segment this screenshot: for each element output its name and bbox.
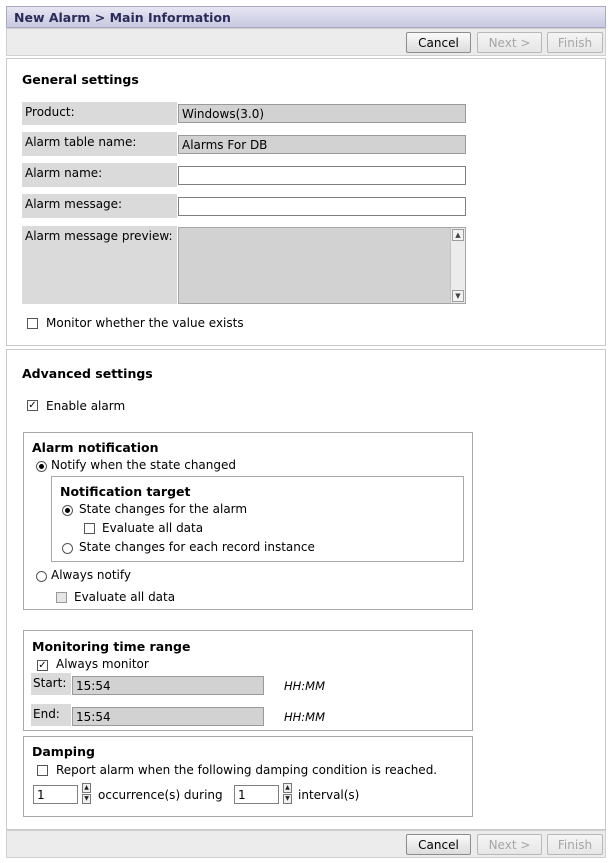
end-time-field <box>72 707 264 726</box>
alarm-preview-area <box>178 227 466 304</box>
alarm-table-field <box>178 135 466 154</box>
intervals-input[interactable] <box>234 785 279 804</box>
finish-button-bottom[interactable]: Finish <box>547 834 603 855</box>
alarm-preview-label: Alarm message preview: <box>22 226 177 304</box>
general-settings-title: General settings <box>22 72 139 87</box>
next-button-top[interactable]: Next > <box>477 32 542 53</box>
notification-target-title: Notification target <box>60 484 191 499</box>
occurrences-spinner[interactable] <box>82 783 91 805</box>
alarm-name-input[interactable] <box>178 166 466 185</box>
alarm-message-label: Alarm message: <box>22 194 177 218</box>
always-monitor-label: Always monitor <box>56 657 149 671</box>
notify-changed-label: Notify when the state changed <box>51 458 237 472</box>
start-label: Start: <box>31 673 71 695</box>
damping-report-label: Report alarm when the following damping condition is reached. <box>56 763 438 777</box>
damping-group <box>23 736 473 817</box>
always-notify-radio[interactable] <box>36 571 47 582</box>
product-field <box>178 104 466 123</box>
general-settings-panel <box>6 58 606 346</box>
damping-checkbox[interactable] <box>37 765 48 776</box>
notification-target-group <box>51 476 464 562</box>
spin-up-icon[interactable]: ▲ <box>82 783 91 793</box>
scroll-down-icon[interactable]: ▼ <box>452 290 464 302</box>
monitoring-time-range-title: Monitoring time range <box>32 639 191 654</box>
evaluate-all-checkbox[interactable] <box>56 592 67 603</box>
product-label: Product: <box>22 102 177 125</box>
scroll-up-icon[interactable]: ▲ <box>452 229 464 241</box>
next-button-bottom[interactable]: Next > <box>477 834 542 855</box>
monitor-exists-checkbox[interactable] <box>27 318 38 329</box>
cancel-button-top[interactable]: Cancel <box>406 32 471 53</box>
state-alarm-radio[interactable] <box>62 505 73 516</box>
enable-alarm-label: Enable alarm <box>46 399 126 413</box>
occurrences-label: occurrence(s) during <box>98 788 223 802</box>
window-title: New Alarm > Main Information <box>6 6 606 28</box>
alarm-name-label: Alarm name: <box>22 163 177 187</box>
always-notify-label: Always notify <box>51 568 131 582</box>
monitor-exists-label: Monitor whether the value exists <box>46 316 244 330</box>
start-format-hint: HH:MM <box>284 679 326 693</box>
evaluate-all-label: Evaluate all data <box>74 590 176 604</box>
always-monitor-checkbox[interactable]: ✓ <box>38 660 47 671</box>
end-label: End: <box>31 704 71 726</box>
intervals-spinner[interactable] <box>283 783 292 805</box>
monitoring-time-range-group <box>23 630 473 731</box>
state-record-label: State changes for each record instance <box>79 540 315 554</box>
alarm-notification-title: Alarm notification <box>32 440 159 455</box>
alarm-message-input[interactable] <box>178 197 466 216</box>
start-time-field <box>72 676 264 695</box>
notify-changed-radio[interactable] <box>36 461 47 472</box>
advanced-settings-panel <box>6 349 606 830</box>
damping-title: Damping <box>32 744 95 759</box>
end-format-hint: HH:MM <box>284 710 326 724</box>
advanced-settings-title: Advanced settings <box>22 366 153 381</box>
enable-alarm-checkbox[interactable]: ✓ <box>28 400 37 411</box>
cancel-button-bottom[interactable]: Cancel <box>406 834 471 855</box>
intervals-label: interval(s) <box>298 788 360 802</box>
spin-down-icon[interactable]: ▼ <box>283 794 292 804</box>
preview-scrollbar[interactable] <box>450 228 465 303</box>
occurrences-input[interactable] <box>33 785 78 804</box>
finish-button-top[interactable]: Finish <box>547 32 603 53</box>
top-button-bar <box>6 28 606 56</box>
state-record-radio[interactable] <box>62 543 73 554</box>
target-evaluate-all-checkbox[interactable] <box>84 523 95 534</box>
spin-down-icon[interactable]: ▼ <box>82 794 91 804</box>
state-alarm-label: State changes for the alarm <box>79 502 248 516</box>
alarm-table-label: Alarm table name: <box>22 132 177 156</box>
alarm-notification-group <box>23 432 473 610</box>
bottom-button-bar <box>6 830 606 858</box>
spin-up-icon[interactable]: ▲ <box>283 783 292 793</box>
target-evaluate-all-label: Evaluate all data <box>102 521 204 535</box>
